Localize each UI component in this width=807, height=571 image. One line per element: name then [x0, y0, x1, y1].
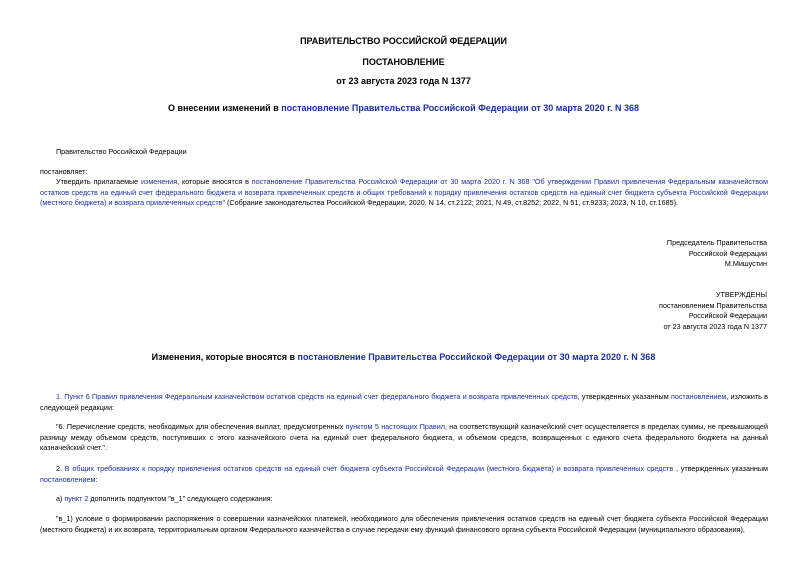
item-1-quote-text-2: , на соответствующий казначейский счет осуществляется в пределах суммы, не превышающей разницу между объемом средств, поступивших с этого казначейского счета на единый счет федерального бюджета, и объемом средств, возвращенных с единого счета федерального бюджета на данный казначейский счет.".	[40, 422, 768, 453]
approved-line-4: от 23 августа 2023 года N 1377	[663, 321, 767, 331]
signature-block	[667, 238, 767, 270]
approve-text-3: (Собрание законодательства Российской Федерации, 2020, N 14, ст.2122; 2021, N 49, ст.8252; 2022, N 51, ст.9233; 2023, N 10, ст.1685).	[225, 198, 679, 208]
item-2a-quote-text: "в_1) условие о формировании распоряжения о совершении казначейских платежей, необходимого для обеспечения привлечения остатков средств на единый счет бюджета субъекта Российской Федерации (местного бюджета) и их возврата, территориальным органом Федерального казначейства в случае передачи ему функций финансового органа субъекта Российской Федерации (муниципального образования),	[40, 514, 768, 534]
changes-title-link[interactable]: постановление Правительства Российской Федерации от 30 марта 2020 г. N 368	[297, 352, 656, 362]
item-2-text-2: , утвержденных указанным	[673, 464, 768, 473]
item-2-requirements-link[interactable]: В общих требованиях к порядку привлечения остатков средств на единый счет бюджета субъекта Российской Федерации (местного бюджета) и возврата привлеченных средств	[64, 464, 674, 473]
document-date-number: от 23 августа 2023 года N 1377	[336, 76, 471, 86]
changes-link[interactable]: изменения	[141, 177, 178, 186]
item-1-text-3: , изложить в следующей редакции:	[40, 392, 768, 412]
item-1-rules-link[interactable]: Правил привлечения Федеральным казначейством остатков средств на единый счет федерального бюджета и возврата привлеченных средств	[92, 392, 578, 401]
item-2-resolution-link[interactable]: постановлением	[40, 474, 96, 484]
item-1-text-2: , утвержденных указанным	[577, 392, 671, 401]
approved-line-3: Российской Федерации	[688, 311, 767, 321]
item-2	[40, 464, 768, 485]
item-1-quote	[40, 422, 768, 454]
item-2-text-1: 2.	[56, 464, 65, 473]
signature-line-2: Российской Федерации	[688, 248, 767, 258]
resolution-368-link[interactable]: постановление Правительства Российской Федерации от 30 марта 2020 г. N 368 "Об утверждении Правил привлечения Федеральным казначейством остатков средств на единый счет федерального бюджета и возврата привлеченных средств и общих требований к порядку привлечения остатков средств на единый счет бюджета субъекта Российской Федерации (местного бюджета) и возврата привлеченных средств"	[40, 177, 768, 208]
approved-block	[659, 290, 767, 332]
changes-title-prefix: Изменения, которые вносятся в	[151, 352, 298, 362]
changes-title	[0, 352, 807, 362]
item-1-quote-link[interactable]: пунктом 5 настоящих Правил	[345, 422, 445, 431]
item-1-point-link[interactable]: 1. Пункт 6	[56, 392, 90, 401]
approve-text-2: , которые вносятся в	[177, 177, 252, 186]
item-2a-point-link[interactable]: пункт 2	[64, 494, 89, 503]
preamble-decides: постановляет:	[40, 167, 88, 176]
preamble-government: Правительство Российской Федерации	[56, 147, 187, 156]
document-title	[0, 103, 807, 113]
signature-line-3: М.Мишустин	[724, 259, 767, 269]
approved-line-2: постановлением Правительства	[659, 300, 767, 310]
item-2a	[56, 494, 273, 505]
title-link[interactable]: постановление Правительства Российской Федерации от 30 марта 2020 г. N 368	[281, 103, 640, 113]
item-1-quote-text-1: "6. Перечисление средств, необходимых для обеспечения выплат, предусмотренных	[56, 422, 346, 431]
government-heading: ПРАВИТЕЛЬСТВО РОССИЙСКОЙ ФЕДЕРАЦИИ	[300, 36, 507, 46]
approved-line-1: УТВЕРЖДЕНЫ	[715, 290, 767, 299]
title-prefix: О внесении изменений в	[167, 103, 282, 113]
item-2a-quote	[40, 514, 768, 535]
item-1	[40, 392, 768, 413]
signature-line-1: Председатель Правительства	[666, 238, 767, 247]
item-2a-text-1: а)	[56, 494, 65, 503]
approve-text-1: Утвердить прилагаемые	[56, 177, 142, 186]
document-type: ПОСТАНОВЛЕНИЕ	[362, 57, 445, 67]
item-2a-text-2: дополнить подпунктом "в_1" следующего содержания:	[88, 494, 273, 503]
item-1-resolution-link[interactable]: постановлением	[670, 392, 727, 401]
approve-paragraph	[40, 177, 768, 209]
item-2-text-3: :	[95, 474, 98, 484]
